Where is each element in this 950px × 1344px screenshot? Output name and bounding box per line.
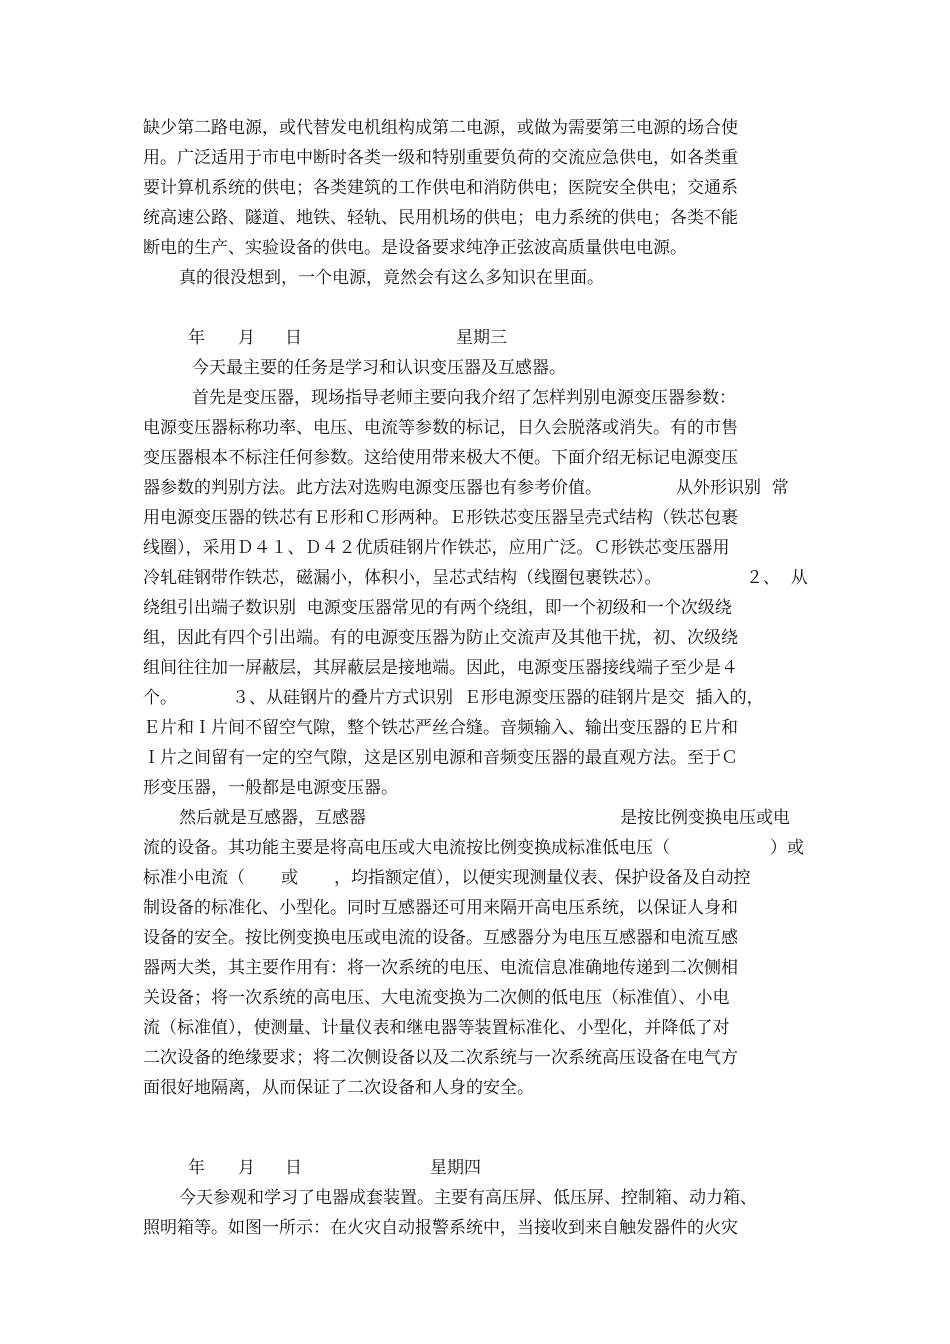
text-line: 器两大类，其主要作用有：将一次系统的电压、电流信息准确地传递到二次侧相 — [143, 958, 738, 978]
text-line: ，均指额定值），以便实现测量仪表、保护设备及自动控 — [334, 868, 751, 888]
text-line: 流的设备。其功能主要是将高电压或大电流按比例变换成标准低电压（ — [143, 838, 670, 858]
text-line: 制设备的标准化、小型化。同时互感器还可用来隔开高电压系统，以保证人身和 — [143, 898, 738, 918]
text-line: 设备的安全。按比例变换电压或电流的设备。互感器分为电压互感器和电流互感 — [143, 928, 738, 948]
text-line: 线圈），采用Ｄ４１、Ｄ４２优质硅钢片作铁芯，应用广泛。Ｃ形铁芯变压器用 — [143, 538, 730, 558]
text-line: 关设备；将一次系统的高电压、大电流变换为二次侧的低电压（标准值）、小电 — [143, 988, 730, 1008]
text-line: 或 — [281, 868, 298, 888]
weekday-label: 星期四 — [430, 1158, 481, 1178]
date-year-label: 年 — [188, 328, 205, 348]
text-line: 缺少第二路电源，或代替发电机组构成第二电源，或做为需要第三电源的场合使 — [143, 118, 738, 138]
text-line: 绕组引出端子数识别 电源变压器常见的有两个绕组，即一个初级和一个次级绕 — [143, 598, 732, 618]
date-month-label: 月 — [238, 328, 255, 348]
text-line: 首先是变压器，现场指导老师主要向我介绍了怎样判别电源变压器参数： — [192, 388, 736, 408]
text-line: ）或 — [770, 838, 804, 858]
date-year-label: 年 — [188, 1158, 205, 1178]
text-line: 用电源变压器的铁芯有Ｅ形和Ｃ形两种。Ｅ形铁芯变压器呈壳式结构（铁芯包裹 — [143, 508, 738, 528]
text-line: 标准小电流（ — [143, 868, 245, 888]
text-line: ２、 从 — [746, 568, 808, 588]
text-line: 变压器根本不标注任何参数。这给使用带来极大不便。下面介绍无标记电源变压 — [143, 448, 738, 468]
text-line: 今天参观和学习了电器成套装置。主要有高压屏、低压屏、控制箱、动力箱、 — [179, 1188, 757, 1208]
text-line: 然后就是互感器，互感器 — [179, 808, 366, 828]
text-line: 组，因此有四个引出端。有的电源变压器为防止交流声及其他干扰，初、次级绕 — [143, 628, 738, 648]
weekday-label: 星期三 — [456, 328, 507, 348]
text-line: Ｅ片和Ｉ片间不留空气隙，整个铁芯严丝合缝。音频输入、输出变压器的Ｅ片和 — [143, 718, 738, 738]
text-line: 统高速公路、隧道、地铁、轻轨、民用机场的供电；电力系统的供电；各类不能 — [143, 208, 738, 228]
text-line: 组间往往加一屏蔽层，其屏蔽层是接地端。因此，电源变压器接线端子至少是４ — [143, 658, 738, 678]
text-line: 从外形识别 常 — [676, 478, 789, 498]
text-line: 形变压器，一般都是电源变压器。 — [143, 778, 398, 798]
text-line: 二次设备的绝缘要求；将二次侧设备以及二次系统与一次系统高压设备在电气方 — [143, 1048, 738, 1068]
text-line: 冷轧硅钢带作铁芯，磁漏小，体积小，呈芯式结构（线圈包裹铁芯）。 — [143, 568, 662, 588]
text-line: 断电的生产、实验设备的供电。是设备要求纯净正弦波高质量供电电源。 — [143, 238, 687, 258]
text-line: 是按比例变换电压或电 — [620, 808, 790, 828]
text-line: ３、从硅钢片的叠片方式识别 Ｅ形电源变压器的硅钢片是交 插入的， — [232, 688, 764, 708]
date-month-label: 月 — [238, 1158, 255, 1178]
text-line: 流（标准值），使测量、计量仪表和继电器等装置标准化、小型化，并降低了对 — [143, 1018, 730, 1038]
date-day-label: 日 — [285, 1158, 302, 1178]
text-line: 电源变压器标称功率、电压、电流等参数的标记，日久会脱落或消失。有的市售 — [143, 418, 738, 438]
date-day-label: 日 — [285, 328, 302, 348]
text-line: 个。 — [143, 688, 177, 708]
text-line: 要计算机系统的供电；各类建筑的工作供电和消防供电；医院安全供电；交通系 — [143, 178, 738, 198]
text-line: 面很好地隔离，从而保证了二次设备和人身的安全。 — [143, 1078, 534, 1098]
text-line: 照明箱等。如图一所示：在火灾自动报警系统中，当接收到来自触发器件的火灾 — [143, 1218, 738, 1238]
text-line: 今天最主要的任务是学习和认识变压器及互感器。 — [192, 358, 566, 378]
text-line: 器参数的判别方法。此方法对选购电源变压器也有参考价值。 — [143, 478, 602, 498]
text-line: 真的很没想到，一个电源，竟然会有这么多知识在里面。 — [179, 268, 604, 288]
text-line: 用。广泛适用于市电中断时各类一级和特别重要负荷的交流应急供电，如各类重 — [143, 148, 738, 168]
text-line: Ｉ片之间留有一定的空气隙，这是区别电源和音频变压器的最直观方法。至于Ｃ — [143, 748, 738, 768]
